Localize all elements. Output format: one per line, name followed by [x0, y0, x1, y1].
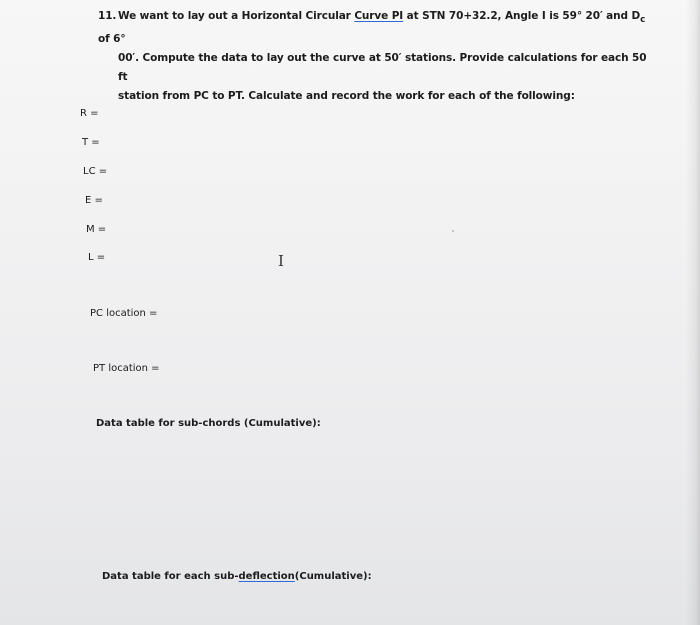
- curve-pi-link[interactable]: Curve PI: [354, 10, 404, 22]
- speck: [452, 230, 454, 232]
- problem-line-1: 11. We want to lay out a Horizontal Circular Curve PI at STN 70+32.2, Angle I is 59° 20′ and $D_c$ of 6°: [98, 7, 658, 49]
- external-distance-field: E =: [85, 195, 103, 206]
- radius-field: R =: [80, 108, 99, 119]
- long-chord-field: LC =: [83, 166, 108, 177]
- problem-line-2: 00′. Compute the data to lay out the curve at 50′ stations. Provide calculations for each 50 ft: [118, 52, 647, 84]
- page-edge-shadow: [686, 0, 700, 625]
- problem-number: 11.: [98, 10, 117, 22]
- problem-line-3: station from PC to PT. Calculate and record the work for each of the following:: [118, 90, 575, 103]
- subdeflection-table-heading: Data table for each sub-deflection(Cumulative):: [102, 571, 372, 582]
- deflection-link[interactable]: deflection: [238, 571, 295, 582]
- text-cursor-icon: I: [278, 252, 284, 270]
- subchords-table-heading: Data table for sub-chords (Cumulative):: [96, 418, 321, 429]
- pt-location-label: PT location =: [93, 363, 160, 374]
- tangent-field: T =: [82, 137, 100, 148]
- degree-of-curve-subscript: c: [640, 15, 646, 26]
- problem-statement: [98, 7, 658, 106]
- pc-location-label: PC location =: [90, 308, 158, 319]
- curve-length-field: L =: [88, 252, 106, 263]
- middle-ordinate-field: M =: [86, 224, 107, 235]
